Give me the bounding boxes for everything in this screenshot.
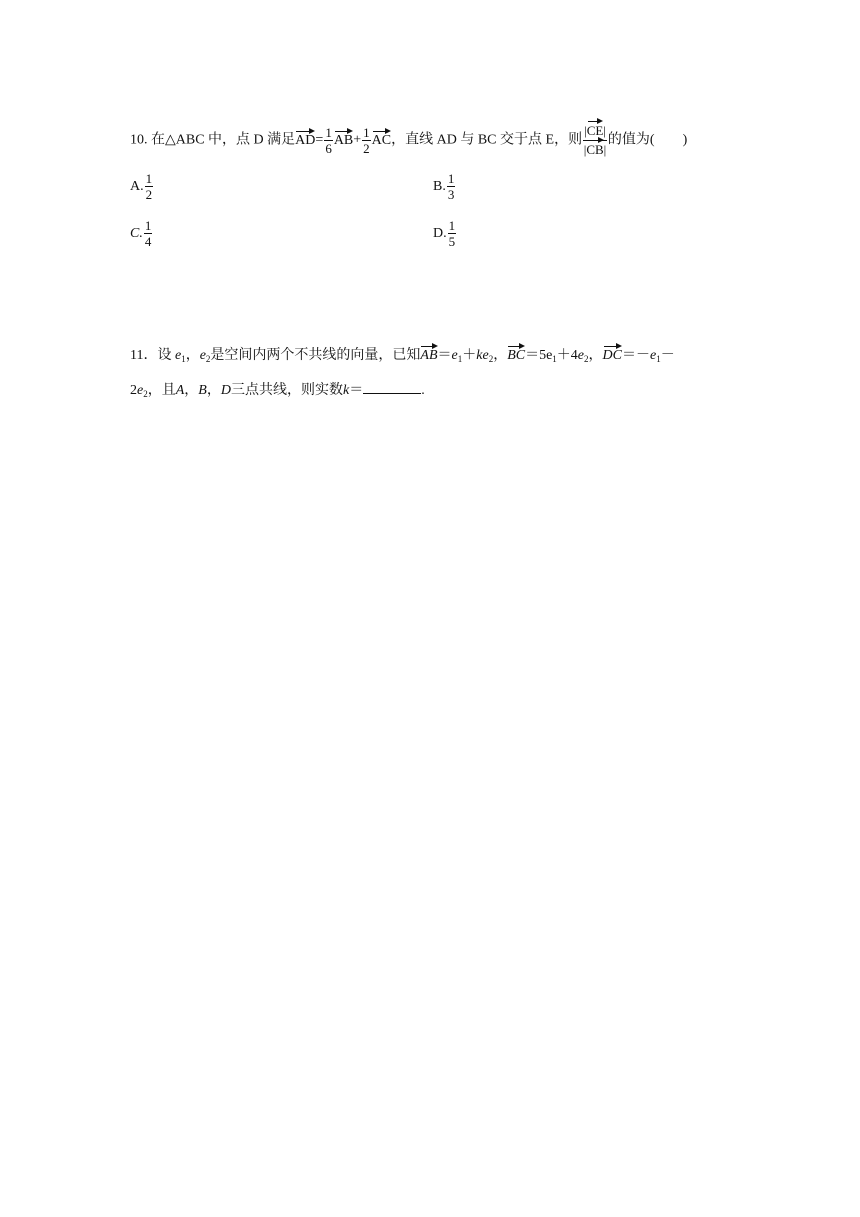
minus-sign: － [660,348,675,363]
fraction-one-half [362,125,371,156]
equals-sign: ＝ [621,348,636,363]
question-text: 在△ABC 中，点 D 满足 [151,132,296,148]
coefficient: 5 [539,348,547,363]
subscript: 1 [656,354,661,364]
var-e: e [174,348,182,363]
option-b[interactable] [433,171,456,202]
vector-bc: BC [507,348,526,363]
var-e: e [649,348,657,363]
option-a[interactable] [130,171,154,202]
fraction-numerator: 1 [144,218,152,233]
question-11-line-1 [130,347,675,365]
fraction-one-sixth [324,125,333,156]
coefficient: 2 [130,383,137,398]
ratio-fraction [583,122,607,159]
var-e: e [199,348,206,363]
fraction-numerator: 1 [447,171,455,186]
point-b: B [198,383,207,398]
subscript: 2 [488,354,494,364]
vector-ab: AB [420,348,438,363]
var-e: e [577,348,585,363]
var-e: e [546,348,553,363]
vector-ad: AD [295,132,316,148]
subscript: 1 [457,354,463,364]
option-fraction [144,218,153,249]
equals-sign: ＝ [525,348,540,363]
comma: ， [588,348,603,363]
option-fraction [448,218,457,249]
ratio-numerator: |CE| [583,122,607,141]
var-e: e [482,348,489,363]
option-label: D. [433,225,447,241]
ratio-denominator: |CB| [583,142,607,157]
question-10-line [130,122,687,159]
equals-sign: ＝ [349,383,364,398]
var-e: e [137,383,144,398]
option-label: A. [130,178,144,194]
option-fraction [145,171,154,202]
question-number: 10. [130,132,148,148]
fraction-denominator: 5 [448,234,456,249]
coefficient: 4 [570,348,578,363]
question-text: ，且 [147,383,176,398]
comma: ， [184,383,199,398]
question-text: 三点共线，则实数 [230,383,343,398]
option-label: B. [433,178,446,194]
subscript: 2 [205,354,211,364]
comma: ， [493,348,508,363]
close-paren: ) [682,132,688,148]
point-a: A [175,383,185,398]
plus-sign: + [353,132,362,148]
point-d: D [220,383,231,398]
question-text: 是空间内两个不共线的向量，已知 [210,348,421,363]
fraction-numerator: 1 [363,125,370,140]
fraction-denominator: 2 [145,187,153,202]
subscript: 2 [143,389,148,399]
fraction-numerator: 1 [448,218,456,233]
question-number: 11． [130,348,158,363]
question-text: 设 [157,348,172,363]
var-k: k [342,383,350,398]
vector-cb: CB [586,142,604,157]
subscript: 2 [584,354,589,364]
fraction-numerator: 1 [325,125,332,140]
fraction-denominator: 4 [144,234,152,249]
fraction-numerator: 1 [145,171,153,186]
period: . [421,383,425,398]
option-d[interactable] [433,218,457,249]
question-text: ，直线 AD 与 BC 交于点 E，则 [391,132,583,148]
plus-sign: ＋ [462,348,477,363]
equals-sign: ＝ [437,348,452,363]
minus-sign: － [635,348,650,363]
question-11-line-2 [130,381,425,400]
equals-sign: = [315,132,324,148]
fraction-denominator: 3 [447,187,455,202]
comma: ， [185,348,200,363]
fraction-denominator: 2 [363,141,370,156]
vector-dc: DC [602,348,622,363]
var-k: k [476,348,483,363]
vector-ce: CE [586,123,604,138]
option-fraction [447,171,456,202]
option-c[interactable] [130,218,153,249]
option-label: C. [130,225,143,241]
question-text: 的值为( [607,132,655,148]
subscript: 1 [181,354,186,364]
fraction-denominator: 6 [325,141,332,156]
comma: ， [206,383,221,398]
var-e: e [451,348,458,363]
vector-ac: AC [371,132,392,148]
subscript: 1 [552,354,557,364]
plus-sign: ＋ [556,348,571,363]
answer-blank[interactable] [363,381,421,394]
vector-ab: AB [333,132,354,148]
